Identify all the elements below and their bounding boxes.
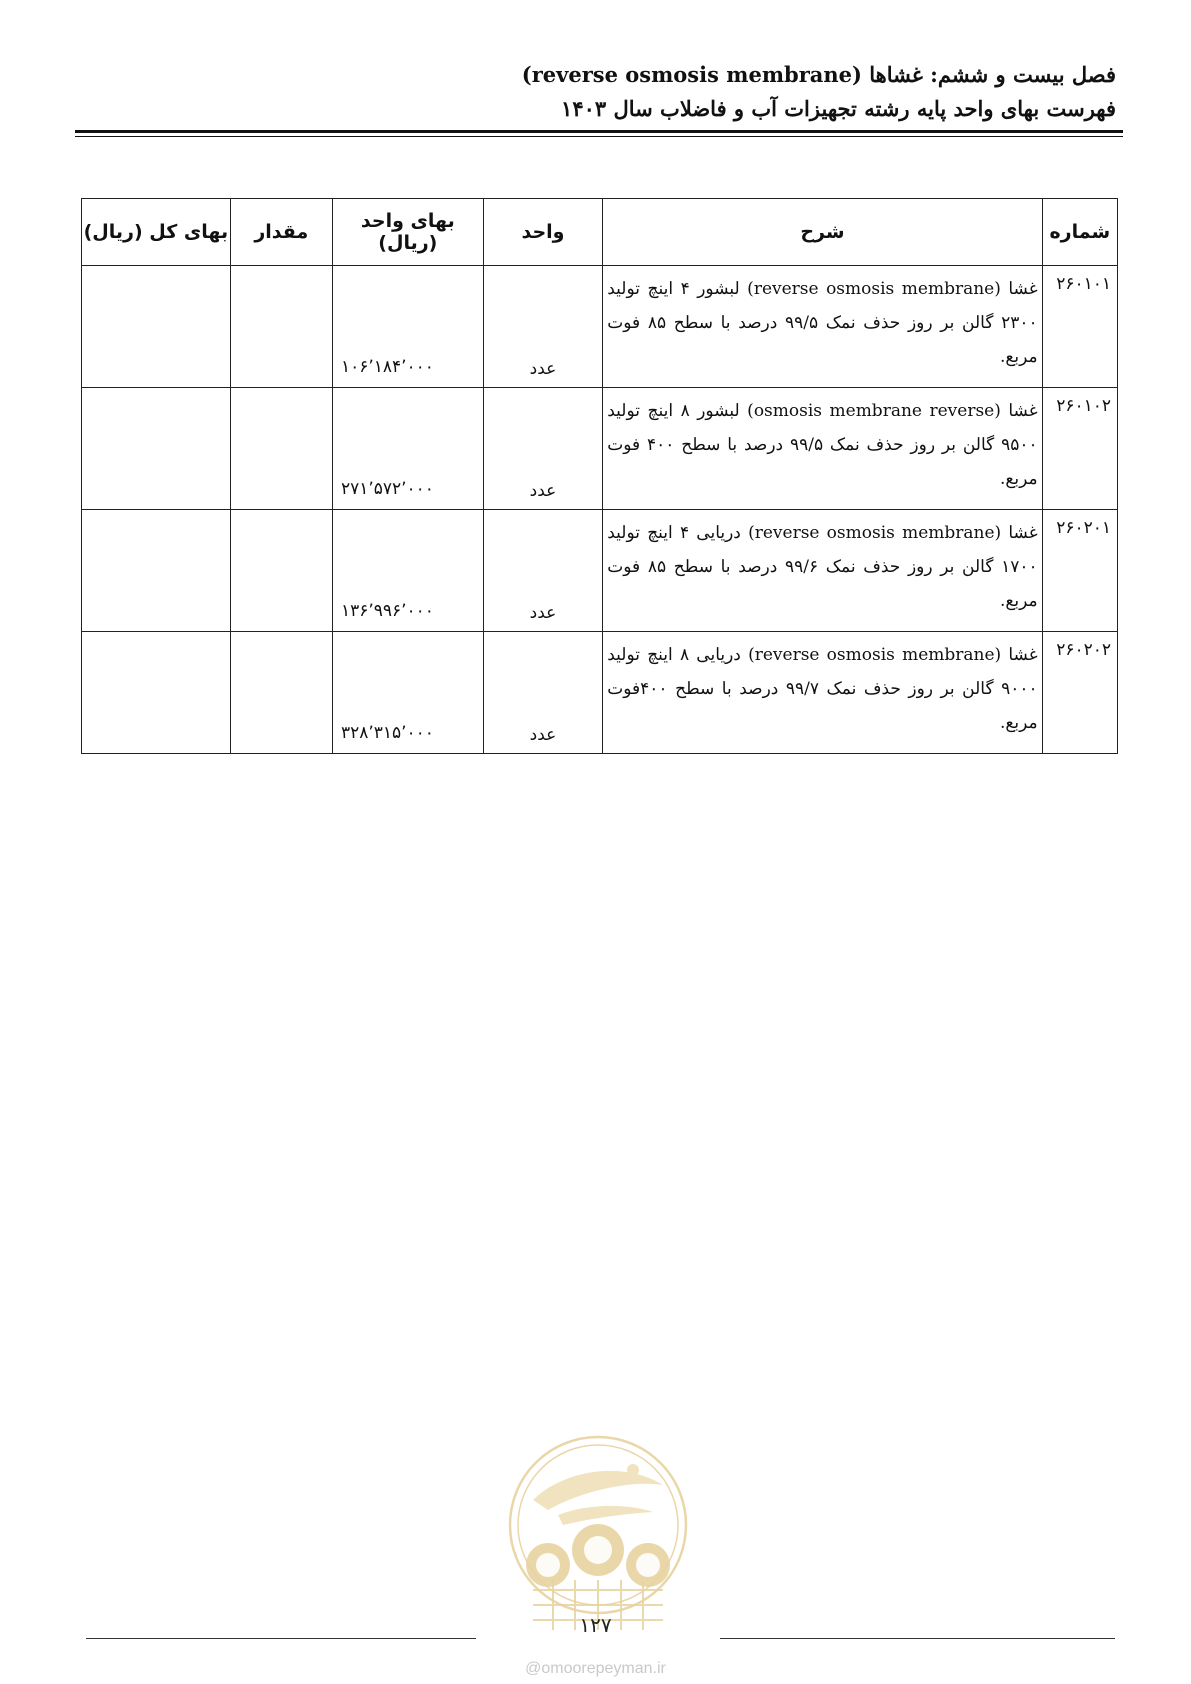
row-code: ۲۶۰۱۰۱ <box>1042 266 1117 388</box>
page-number: ۱۲۷ <box>579 1613 612 1637</box>
row-unit: عدد <box>483 266 603 388</box>
table-row <box>82 632 1118 754</box>
row-code: ۲۶۰۱۰۲ <box>1042 388 1117 510</box>
row-quantity <box>230 632 332 754</box>
row-unit-price: ۳۲۸٬۳۱۵٬۰۰۰ <box>332 632 483 754</box>
website-watermark: @omoorepeyman.ir <box>525 1660 666 1677</box>
document-header <box>522 58 1116 126</box>
row-unit-price: ۲۷۱٬۵۷۲٬۰۰۰ <box>332 388 483 510</box>
price-table <box>81 198 1118 754</box>
header-total-price: بهای کل (ریال) <box>82 199 231 266</box>
header-code: شماره <box>1042 199 1117 266</box>
header-description: شرح <box>603 199 1042 266</box>
row-total-price <box>82 266 231 388</box>
row-description: غشا (osmosis membrane reverse) لبشور ۸ اینچ تولید ۹۵۰۰ گالن بر روز حذف نمک ۹۹/۵ درصد با سطح ۴۰۰ فوت مربع. <box>603 388 1042 510</box>
header-unit-price: بهای واحد (ریال) <box>332 199 483 266</box>
row-code: ۲۶۰۲۰۲ <box>1042 632 1117 754</box>
chapter-title: فصل بیست و ششم: غشاها (reverse osmosis membrane) <box>521 62 1116 87</box>
row-code: ۲۶۰۲۰۱ <box>1042 510 1117 632</box>
footer-rule-right <box>720 1638 1115 1639</box>
footer-rule-left <box>86 1638 476 1639</box>
table-header-row <box>82 199 1118 266</box>
row-description: غشا (reverse osmosis membrane) دریایی ۴ اینچ تولید ۱۷۰۰ گالن بر روز حذف نمک ۹۹/۶ درصد با سطح ۸۵ فوت مربع. <box>603 510 1042 632</box>
row-description: غشا (reverse osmosis membrane) لبشور ۴ اینچ تولید ۲۳۰۰ گالن بر روز حذف نمک ۹۹/۵ درصد با سطح ۸۵ فوت مربع. <box>603 266 1042 388</box>
row-quantity <box>230 266 332 388</box>
header-rule-thick <box>75 130 1123 133</box>
row-quantity <box>230 510 332 632</box>
row-total-price <box>82 632 231 754</box>
table-row <box>82 510 1118 632</box>
header-unit: واحد <box>483 199 603 266</box>
table-row <box>82 388 1118 510</box>
row-quantity <box>230 388 332 510</box>
row-total-price <box>82 510 231 632</box>
table-row <box>82 266 1118 388</box>
header-rule-thin <box>75 136 1123 137</box>
header-quantity: مقدار <box>230 199 332 266</box>
row-unit: عدد <box>483 510 603 632</box>
row-unit: عدد <box>483 632 603 754</box>
price-list-title: فهرست بهای واحد پایه رشته تجهیزات آب و فاضلاب سال ۱۴۰۳ <box>561 96 1116 121</box>
row-unit: عدد <box>483 388 603 510</box>
row-unit-price: ۱۳۶٬۹۹۶٬۰۰۰ <box>332 510 483 632</box>
row-description: غشا (reverse osmosis membrane) دریایی ۸ اینچ تولید ۹۰۰۰ گالن بر روز حذف نمک ۹۹/۷ درصد با سطح ۴۰۰فوت مربع. <box>603 632 1042 754</box>
row-unit-price: ۱۰۶٬۱۸۴٬۰۰۰ <box>332 266 483 388</box>
row-total-price <box>82 388 231 510</box>
